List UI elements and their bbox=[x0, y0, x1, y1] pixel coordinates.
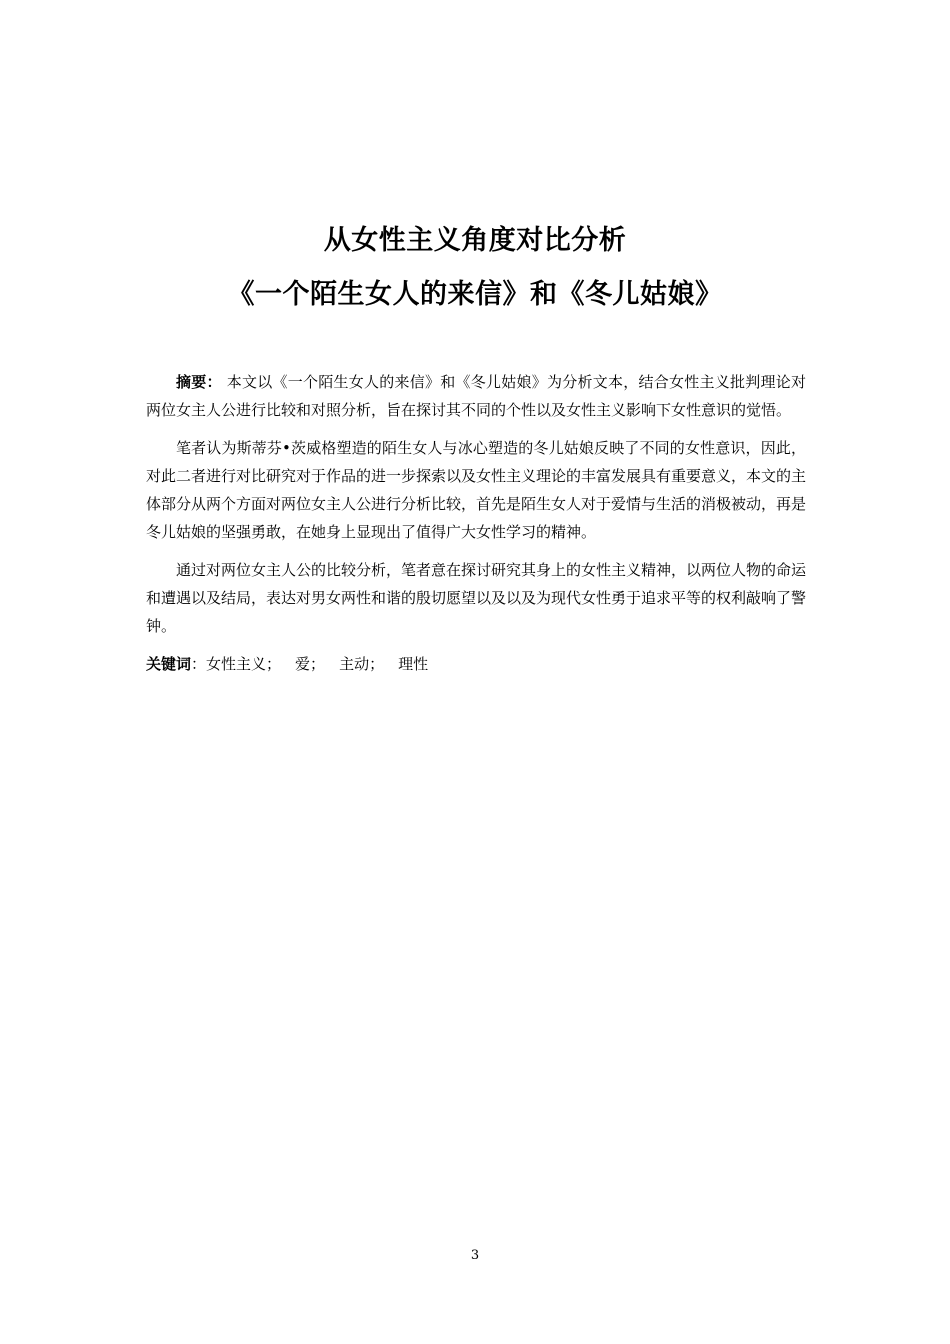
keywords-line bbox=[146, 650, 806, 678]
paper-title bbox=[0, 214, 950, 322]
abstract-paragraph bbox=[146, 368, 806, 424]
keywords-label: 关键词 bbox=[146, 655, 192, 673]
abstract-label: 摘要： bbox=[176, 373, 222, 391]
keyword-item: 理性 bbox=[398, 655, 429, 673]
keywords-colon: ： bbox=[191, 655, 207, 673]
body-paragraph-1: 笔者认为斯蒂芬•茨威格塑造的陌生女人与冰心塑造的冬儿姑娘反映了不同的女性意识，因此，对此二者进行对比研究对于作品的进一步探索以及女性主义理论的丰富发展具有重要意义，本文的主体部分从两个方面对两位女主人公进行分析比较，首先是陌生女人对于爱情与生活的消极被动，再是冬儿姑娘的坚强勇敢，在她身上显现出了值得广大女性学习的精神。 bbox=[146, 439, 807, 541]
abstract-section bbox=[146, 368, 806, 678]
body-paragraph-2: 通过对两位女主人公的比较分析，笔者意在探讨研究其身上的女性主义精神，以两位人物的命运和遭遇以及结局，表达对男女两性和谐的殷切愿望以及以及为现代女性勇于追求平等的权利敲响了警钟。 bbox=[146, 561, 807, 635]
keyword-item: 主动； bbox=[339, 655, 385, 673]
keyword-item: 爱； bbox=[295, 655, 326, 673]
title-line-2: 《一个陌生女人的来信》和《冬儿姑娘》 bbox=[227, 279, 723, 310]
page-number: 3 bbox=[470, 1248, 480, 1263]
abstract-text: 本文以《一个陌生女人的来信》和《冬儿姑娘》为分析文本，结合女性主义批判理论对两位女主人公进行比较和对照分析，旨在探讨其不同的个性以及女性主义影响下女性意识的觉悟。 bbox=[146, 373, 806, 419]
title-line-1: 从女性主义角度对比分析 bbox=[323, 225, 627, 256]
keyword-item: 女性主义； bbox=[206, 655, 282, 673]
